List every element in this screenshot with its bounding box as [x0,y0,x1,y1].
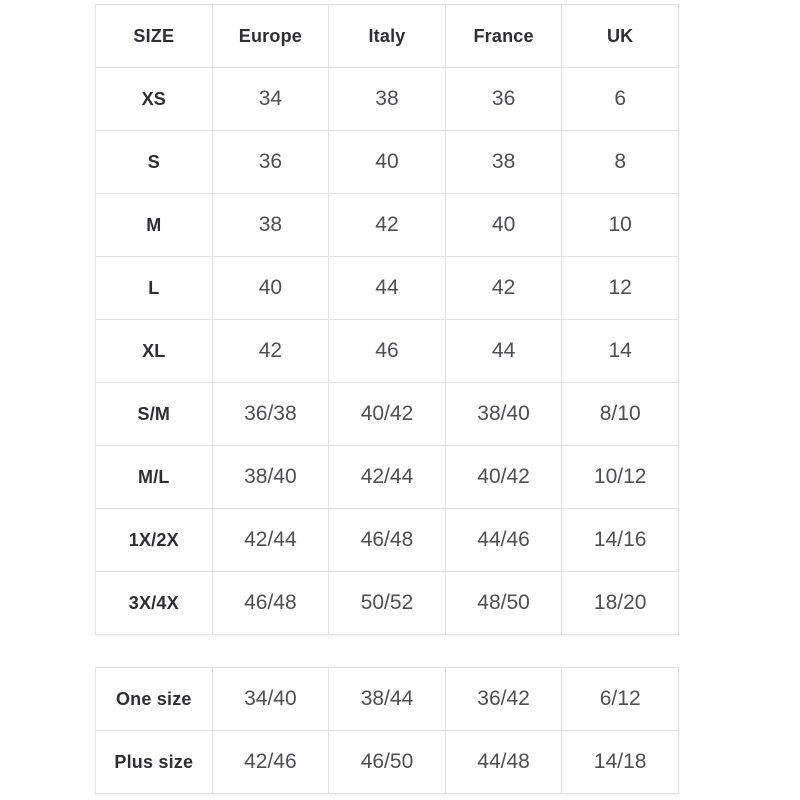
value-cell: 10/12 [562,446,679,509]
value-cell: 38 [212,194,329,257]
table-row [96,509,679,572]
size-label-cell: S/M [96,383,213,446]
value-cell: 50/52 [329,572,446,635]
value-cell: 38/40 [445,383,562,446]
value-cell: 40/42 [445,446,562,509]
size-chart-body [96,68,679,635]
table-row [96,446,679,509]
value-cell: 14/16 [562,509,679,572]
header-cell-europe: Europe [212,5,329,68]
value-cell: 38 [445,131,562,194]
value-cell: 8 [562,131,679,194]
value-cell: 42/44 [329,446,446,509]
table-row [96,320,679,383]
size-label-cell: M [96,194,213,257]
header-cell-uk: UK [562,5,679,68]
value-cell: 14/18 [562,731,679,794]
value-cell: 44 [329,257,446,320]
value-cell: 6/12 [562,668,679,731]
table-row [96,257,679,320]
value-cell: 44 [445,320,562,383]
value-cell: 10 [562,194,679,257]
value-cell: 38/40 [212,446,329,509]
value-cell: 34 [212,68,329,131]
value-cell: 8/10 [562,383,679,446]
header-row [96,5,679,68]
value-cell: 34/40 [212,668,329,731]
header-cell-italy: Italy [329,5,446,68]
value-cell: 12 [562,257,679,320]
value-cell: 42/44 [212,509,329,572]
value-cell: 48/50 [445,572,562,635]
value-cell: 40 [212,257,329,320]
value-cell: 36/38 [212,383,329,446]
value-cell: 38 [329,68,446,131]
size-label-cell: S [96,131,213,194]
table-row [96,668,679,731]
size-label-cell: 1X/2X [96,509,213,572]
value-cell: 18/20 [562,572,679,635]
table-row [96,68,679,131]
header-cell-france: France [445,5,562,68]
value-cell: 46 [329,320,446,383]
value-cell: 42 [445,257,562,320]
value-cell: 44/48 [445,731,562,794]
value-cell: 36 [445,68,562,131]
value-cell: 42 [329,194,446,257]
table-row [96,194,679,257]
value-cell: 36 [212,131,329,194]
value-cell: 42/46 [212,731,329,794]
size-label-cell: XS [96,68,213,131]
value-cell: 40/42 [329,383,446,446]
table-row [96,572,679,635]
size-chart-table [95,4,679,635]
size-label-cell: XL [96,320,213,383]
table-row [96,131,679,194]
size-label-cell: M/L [96,446,213,509]
value-cell: 46/50 [329,731,446,794]
value-cell: 40 [329,131,446,194]
size-label-cell: Plus size [96,731,213,794]
value-cell: 14 [562,320,679,383]
value-cell: 6 [562,68,679,131]
value-cell: 46/48 [212,572,329,635]
size-label-cell: L [96,257,213,320]
special-sizes-body [96,668,679,794]
table-row [96,383,679,446]
value-cell: 46/48 [329,509,446,572]
value-cell: 38/44 [329,668,446,731]
value-cell: 40 [445,194,562,257]
value-cell: 36/42 [445,668,562,731]
size-label-cell: 3X/4X [96,572,213,635]
size-label-cell: One size [96,668,213,731]
size-conversion-page [95,4,679,794]
value-cell: 42 [212,320,329,383]
special-sizes-table [95,667,679,794]
value-cell: 44/46 [445,509,562,572]
table-row [96,731,679,794]
header-cell-size: SIZE [96,5,213,68]
